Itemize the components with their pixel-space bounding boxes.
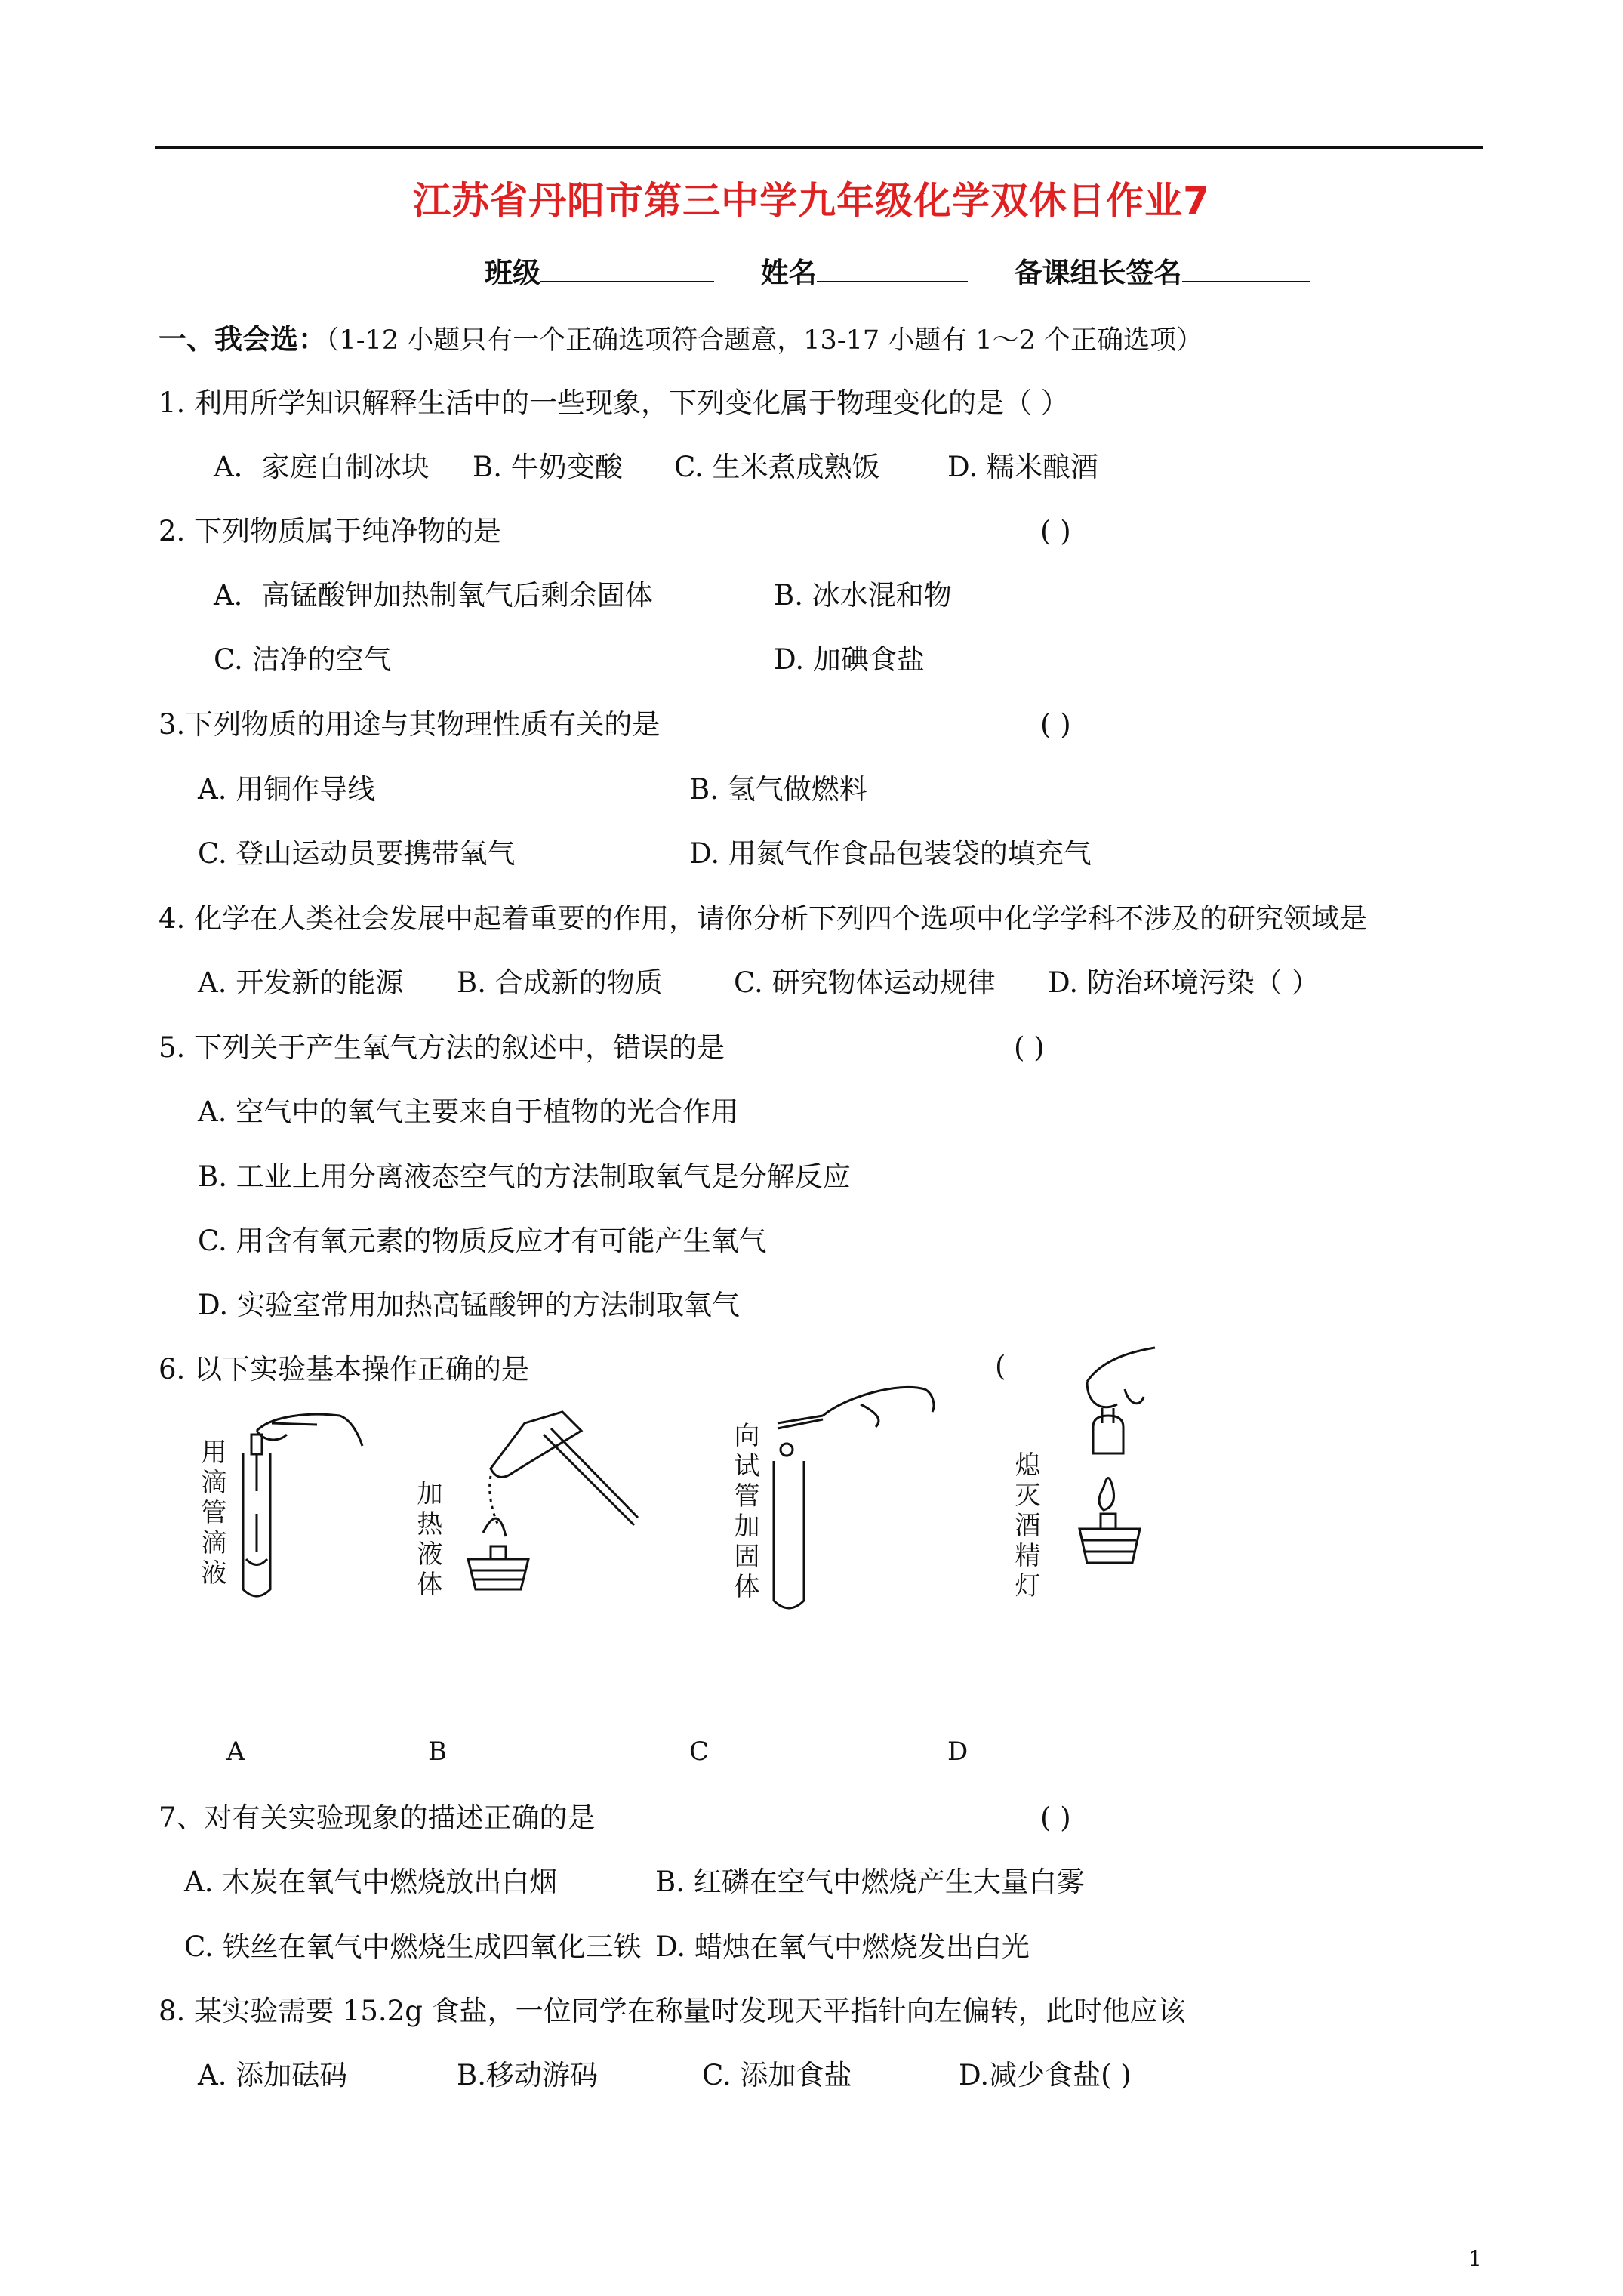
answer-bracket: ( (995, 1350, 1006, 1382)
option: C. 铁丝在氧气中燃烧生成四氧化三铁 (184, 1931, 642, 1963)
option: C. 研究物体运动规律 (734, 966, 996, 999)
option: C. 登山运动员要携带氧气 (198, 837, 516, 870)
figure-label-a: 用滴管滴液 (196, 1438, 226, 1589)
heating-figure (453, 1412, 649, 1623)
hand-outline (257, 1414, 362, 1446)
question-stem: 7、对有关实验现象的描述正确的是 (159, 1801, 596, 1834)
option: A．高锰酸钾加热制氧气后剩余固体 (214, 579, 653, 612)
option: D. 蜡烛在氧气中燃烧发出白光 (655, 1931, 1030, 1963)
option: D. 用氮气作食品包装袋的填充气 (689, 837, 1092, 870)
option: D.减少食盐( ) (959, 2059, 1132, 2091)
option: A. 开发新的能源 (198, 966, 404, 999)
option: A. 添加砝码 (198, 2059, 348, 2091)
option: B. 冰水混和物 (774, 579, 952, 612)
option: C. 生米煮成熟饭 (674, 451, 880, 483)
answer-bracket: ( ) (1040, 515, 1071, 547)
answer-bracket: ( ) (1040, 708, 1071, 741)
option: A. 空气中的氧气主要来自于植物的光合作用 (198, 1096, 739, 1128)
signature-label: 备课组长签名 (1014, 257, 1182, 289)
option: B. 牛奶变酸 (473, 451, 623, 483)
option: B. 合成新的物质 (457, 966, 663, 999)
choice-b-label: B (428, 1737, 447, 1767)
test-tube-holder (544, 1435, 634, 1525)
option: D. 防治环境污染（ ） (1048, 966, 1320, 999)
option: B.移动游码 (457, 2059, 598, 2091)
option: A．家庭自制冰块 (214, 451, 430, 483)
option: D. 加碘食盐 (774, 643, 925, 676)
figure-label-b: 加热液体 (412, 1480, 442, 1601)
question-stem: 1. 利用所学知识解释生活中的一些现象，下列变化属于物理变化的是（ ） (159, 387, 1069, 419)
question-stem: 5. 下列关于产生氧气方法的叙述中，错误的是 (159, 1031, 725, 1064)
question-stem: 6. 以下实验基本操作正确的是 (159, 1353, 530, 1385)
question-stem: 3.下列物质的用途与其物理性质有关的是 (159, 708, 661, 741)
option: B. 红磷在空气中燃烧产生大量白雾 (655, 1866, 1085, 1898)
option: C. 洁净的空气 (214, 643, 392, 676)
name-label: 姓名 (760, 257, 817, 289)
dropper-figure (226, 1401, 377, 1612)
solid-figure (762, 1374, 959, 1616)
question-stem: 8. 某实验需要 15.2g 食盐，一位同学在称量时发现天平指针向左偏转，此时他应该 (159, 1995, 1186, 2027)
extinguish-figure (1057, 1336, 1253, 1623)
option: A. 用铜作导线 (198, 773, 376, 806)
section-heading (159, 322, 1203, 359)
answer-bracket: ( ) (1014, 1031, 1045, 1064)
question-stem: 2. 下列物质属于纯净物的是 (159, 515, 502, 547)
choice-a-label: A (226, 1737, 245, 1767)
choice-c-label: C (689, 1737, 710, 1767)
option: B. 工业上用分离液态空气的方法制取氧气是分解反应 (198, 1160, 851, 1193)
question-stem: 4. 化学在人类社会发展中起着重要的作用，请你分析下列四个选项中化学学科不涉及的研究领域是 (159, 902, 1368, 935)
option: C. 用含有氧元素的物质反应才有可能产生氧气 (198, 1225, 767, 1257)
class-label: 班级 (485, 257, 540, 289)
signature-field[interactable] (1182, 255, 1310, 282)
option: B. 氢气做燃料 (689, 773, 867, 806)
page-title: 江苏省丹阳市第三中学九年级化学双休日作业7 (413, 179, 1210, 223)
name-field[interactable] (817, 255, 968, 282)
header-rule (155, 146, 1483, 149)
section-title: 一、我会选： (159, 323, 326, 356)
option: D. 糯米酿酒 (947, 451, 1098, 483)
page-number: 1 (1468, 2246, 1482, 2271)
class-field[interactable] (540, 255, 714, 282)
option: C. 添加食盐 (702, 2059, 852, 2091)
figure-label-c: 向试管加固体 (729, 1422, 759, 1603)
choice-d-label: D (947, 1737, 969, 1767)
answer-bracket: ( ) (1040, 1801, 1071, 1834)
option: D. 实验室常用加热高锰酸钾的方法制取氧气 (198, 1289, 740, 1321)
section-note: （1-12 小题只有一个正确选项符合题意，13-17 小题有 1～2 个正确选项） (326, 325, 1203, 356)
header-fields (485, 255, 1310, 291)
figure-label-d: 熄灭酒精灯 (1010, 1451, 1040, 1602)
option: A. 木炭在氧气中燃烧放出白烟 (184, 1866, 558, 1898)
